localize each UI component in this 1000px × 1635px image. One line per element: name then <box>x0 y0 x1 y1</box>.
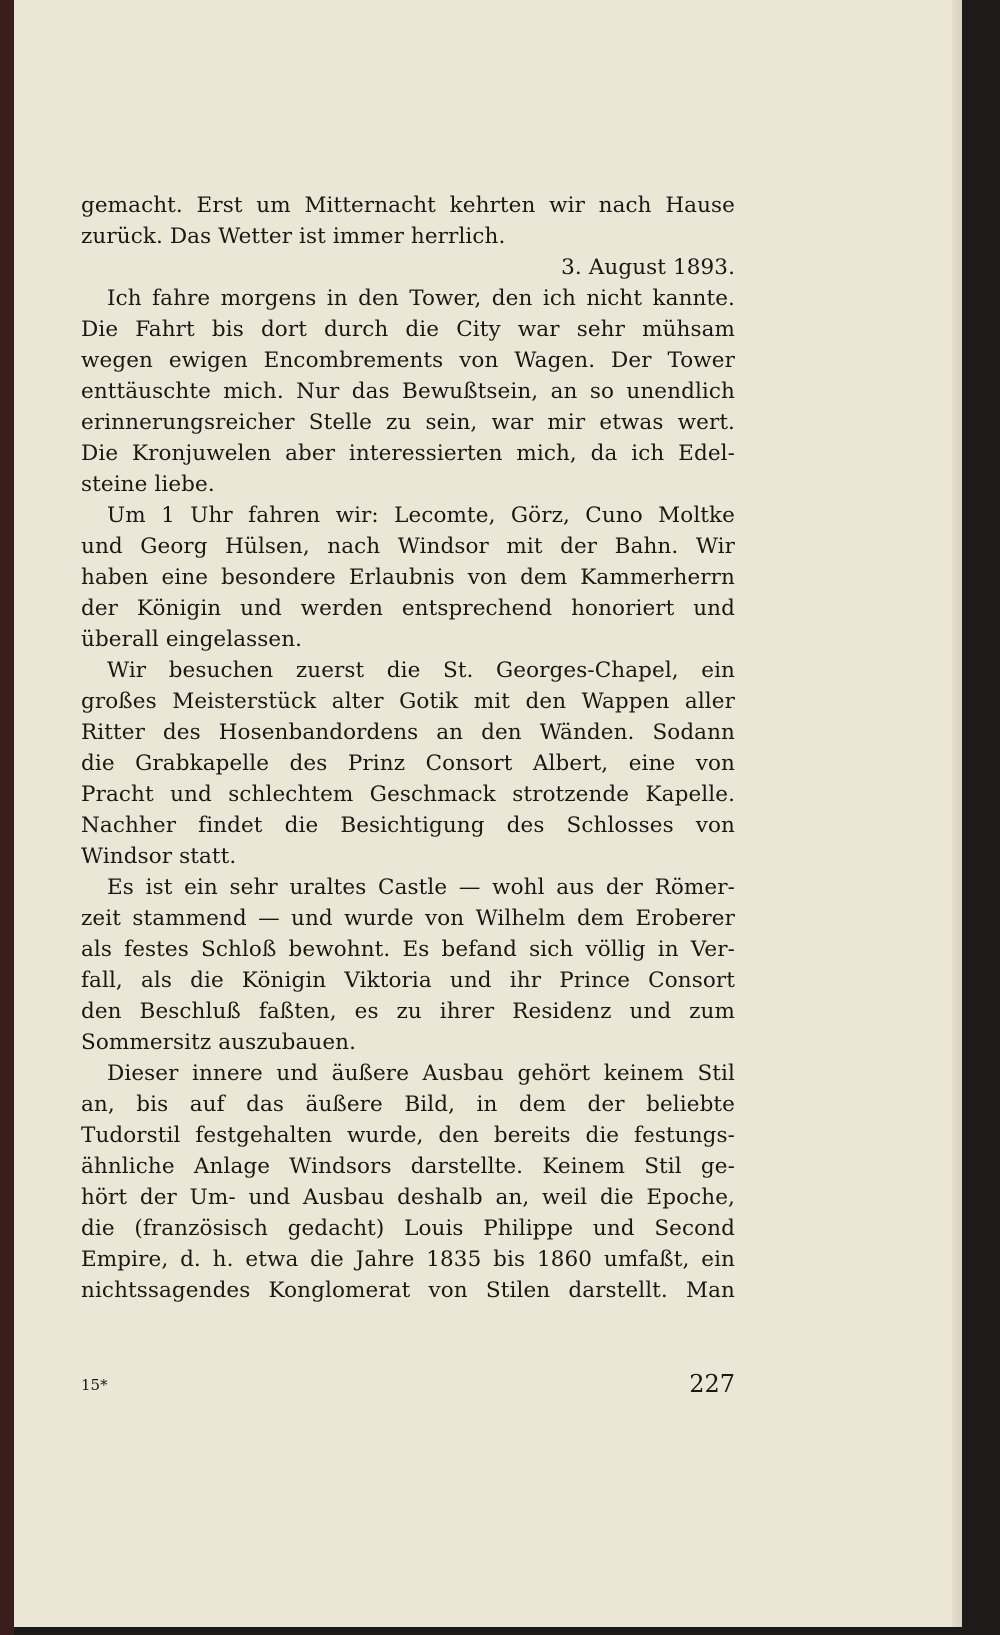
text-line: erinnerungsreicher Stelle zu sein, war mir etwas wert. <box>81 410 735 435</box>
text-line: die (französisch gedacht) Louis Philippe und Second <box>81 1216 735 1241</box>
text-line: zeit stammend — und wurde von Wilhelm dem Eroberer <box>81 906 735 931</box>
text-line: gemacht. Erst um Mitternacht kehrten wir nach Hause <box>81 193 735 218</box>
text-line: Es ist ein sehr uraltes Castle — wohl aus der Römer- <box>107 875 735 900</box>
text-line: fall, als die Königin Viktoria und ihr Prince Consort <box>81 968 735 993</box>
text-line: haben eine besondere Erlaubnis von dem Kammerherrn <box>81 565 735 590</box>
signature-mark: 15* <box>81 1376 108 1394</box>
text-line: Die Kronjuwelen aber interessierten mich, da ich Edel- <box>81 441 735 466</box>
text-line: Windsor statt. <box>81 844 237 869</box>
text-line: hört der Um- und Ausbau deshalb an, weil die Epoche, <box>81 1185 735 1210</box>
text-line: der Königin und werden entsprechend honoriert und <box>81 596 735 621</box>
text-line: nichtssagendes Konglomerat von Stilen darstellt. Man <box>81 1278 735 1303</box>
text-line: Ich fahre morgens in den Tower, den ich nicht kannte. <box>107 286 735 311</box>
body-text <box>81 190 735 1306</box>
text-line: den Beschluß faßten, es zu ihrer Residenz und zum <box>81 999 735 1024</box>
date-heading: 3. August 1893. <box>561 255 735 280</box>
text-line: Tudorstil festgehalten wurde, den bereits die festungs- <box>81 1123 735 1148</box>
text-line: Nachher findet die Besichtigung des Schlosses von <box>81 813 735 838</box>
text-line: enttäuschte mich. Nur das Bewußtsein, an so unendlich <box>81 379 735 404</box>
text-line: großes Meisterstück alter Gotik mit den Wappen aller <box>81 689 735 714</box>
text-line: die Grabkapelle des Prinz Consort Albert, eine von <box>81 751 735 776</box>
text-line: Dieser innere und äußere Ausbau gehört keinem Stil <box>107 1061 735 1086</box>
text-line: an, bis auf das äußere Bild, in dem der beliebte <box>81 1092 735 1117</box>
text-line: zurück. Das Wetter ist immer herrlich. <box>81 224 506 249</box>
text-line: überall eingelassen. <box>81 627 303 652</box>
page-footer <box>81 1370 735 1402</box>
book-binding-edge <box>0 0 14 1635</box>
text-line: Wir besuchen zuerst die St. Georges-Chapel, ein <box>107 658 735 683</box>
book-page <box>14 0 962 1627</box>
text-line: Um 1 Uhr fahren wir: Lecomte, Görz, Cuno Moltke <box>107 503 735 528</box>
text-line: und Georg Hülsen, nach Windsor mit der Bahn. Wir <box>81 534 735 559</box>
text-line: Empire, d. h. etwa die Jahre 1835 bis 1860 umfaßt, ein <box>81 1247 735 1272</box>
text-line: steine liebe. <box>81 472 215 497</box>
text-line: als festes Schloß bewohnt. Es befand sich völlig in Ver- <box>81 937 735 962</box>
text-line: Die Fahrt bis dort durch die City war sehr mühsam <box>81 317 735 342</box>
page-number: 227 <box>689 1370 735 1398</box>
text-line: Pracht und schlechtem Geschmack strotzende Kapelle. <box>81 782 735 807</box>
text-line: wegen ewigen Encombrements von Wagen. Der Tower <box>81 348 735 373</box>
page-edge-shadow <box>952 0 962 1627</box>
text-line: Ritter des Hosenbandordens an den Wänden. Sodann <box>81 720 735 745</box>
text-line: Sommersitz auszubauen. <box>81 1030 357 1055</box>
text-line: ähnliche Anlage Windsors darstellte. Keinem Stil ge- <box>81 1154 735 1179</box>
